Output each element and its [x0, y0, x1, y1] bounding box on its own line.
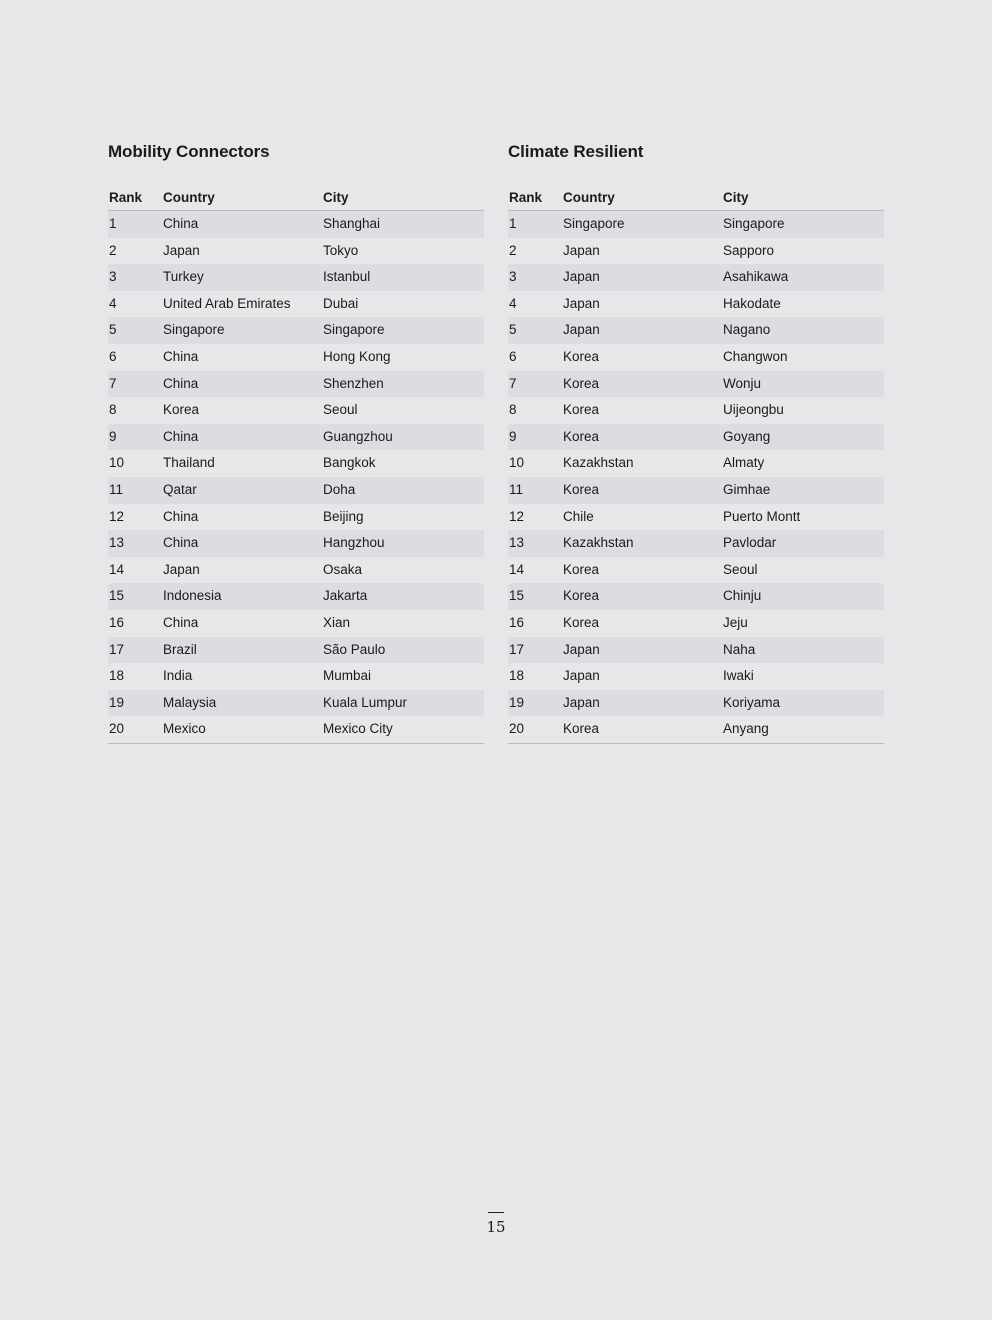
table-row — [108, 291, 484, 318]
table-row — [108, 238, 484, 265]
country-cell: Thailand — [163, 455, 215, 471]
rank-cell: 17 — [509, 641, 525, 657]
country-cell: Turkey — [163, 269, 204, 285]
city-cell: Hong Kong — [323, 348, 391, 364]
rank-cell: 10 — [109, 455, 125, 471]
table-row — [508, 450, 884, 477]
city-cell: Dubai — [323, 295, 359, 311]
section-title: Climate Resilient — [508, 142, 644, 161]
rank-cell: 4 — [509, 295, 517, 311]
country-cell: Japan — [563, 242, 600, 258]
country-cell: Japan — [563, 641, 600, 657]
country-cell: India — [163, 668, 193, 684]
city-cell: Singapore — [723, 216, 785, 231]
rank-cell: 13 — [109, 535, 125, 551]
rank-cell: 9 — [509, 428, 517, 444]
country-cell: Korea — [563, 614, 600, 630]
country-cell: Korea — [163, 402, 200, 418]
rank-cell: 2 — [509, 242, 517, 258]
city-cell: Gimhae — [723, 481, 771, 497]
city-cell: Iwaki — [723, 668, 754, 684]
rank-cell: 14 — [109, 561, 125, 577]
city-cell: Puerto Montt — [723, 508, 801, 524]
country-cell: China — [163, 216, 199, 231]
table-row — [108, 716, 484, 743]
country-cell: Korea — [563, 481, 600, 497]
table-row — [508, 530, 884, 557]
rank-cell: 4 — [109, 295, 117, 311]
country-cell: Malaysia — [163, 694, 217, 710]
country-cell: Korea — [563, 721, 600, 737]
city-cell: Tokyo — [323, 242, 359, 258]
city-cell: Seoul — [723, 561, 758, 577]
rank-cell: 5 — [509, 322, 517, 338]
rank-cell: 9 — [109, 428, 117, 444]
table-row — [108, 344, 484, 371]
city-cell: Bangkok — [323, 455, 376, 471]
rank-cell: 12 — [509, 508, 525, 524]
table-row — [108, 450, 484, 477]
rank-cell: 7 — [109, 375, 117, 391]
city-cell: Guangzhou — [323, 428, 393, 444]
rank-cell: 1 — [109, 216, 117, 231]
city-cell: Anyang — [723, 721, 769, 737]
country-header: Country — [563, 190, 615, 205]
rank-cell: 7 — [509, 375, 517, 391]
city-cell: Jeju — [723, 614, 748, 630]
city-cell: Singapore — [323, 322, 385, 338]
rank-cell: 18 — [109, 668, 125, 684]
city-cell: Nagano — [723, 322, 771, 338]
rank-cell: 6 — [109, 348, 117, 364]
table-header — [508, 191, 884, 211]
city-cell: Beijing — [323, 508, 364, 524]
table-row — [508, 397, 884, 424]
rank-cell: 3 — [509, 269, 517, 285]
city-cell: Pavlodar — [723, 535, 777, 551]
country-cell: Singapore — [163, 322, 225, 338]
city-header: City — [323, 190, 349, 205]
city-cell: Hangzhou — [323, 535, 385, 551]
city-cell: Chinju — [723, 588, 762, 604]
table-row — [108, 610, 484, 637]
rank-cell: 12 — [109, 508, 125, 524]
table-row — [108, 317, 484, 344]
mobility-connectors-section — [108, 142, 484, 744]
country-cell: China — [163, 508, 199, 524]
table-row — [108, 583, 484, 610]
table-header — [108, 191, 484, 211]
country-cell: China — [163, 375, 199, 391]
city-cell: Osaka — [323, 561, 363, 577]
country-cell: Korea — [563, 348, 600, 364]
rank-cell: 19 — [509, 694, 525, 710]
climate-resilient-table — [508, 191, 884, 744]
section-title: Mobility Connectors — [108, 142, 270, 161]
rank-cell: 11 — [109, 481, 124, 497]
table-row — [108, 663, 484, 690]
country-cell: Japan — [563, 269, 600, 285]
country-cell: Japan — [163, 242, 200, 258]
city-cell: Shanghai — [323, 216, 381, 231]
climate-resilient-section — [508, 142, 884, 744]
city-cell: Jakarta — [323, 588, 368, 604]
country-cell: China — [163, 348, 199, 364]
table-row — [508, 477, 884, 504]
country-cell: Indonesia — [163, 588, 222, 604]
rank-cell: 18 — [509, 668, 525, 684]
table-row — [108, 424, 484, 451]
rank-cell: 20 — [509, 721, 525, 737]
city-cell: Mumbai — [323, 668, 372, 684]
country-cell: Chile — [563, 508, 594, 524]
city-cell: Almaty — [723, 455, 765, 471]
table-row — [508, 610, 884, 637]
table-row — [508, 264, 884, 291]
city-cell: Shenzhen — [323, 375, 384, 391]
rank-cell: 2 — [109, 242, 117, 258]
table-row — [508, 291, 884, 318]
country-cell: Mexico — [163, 721, 206, 737]
country-cell: China — [163, 428, 199, 444]
country-cell: China — [163, 535, 199, 551]
table-body — [508, 211, 884, 744]
country-cell: Japan — [563, 322, 600, 338]
rank-cell: 16 — [109, 614, 125, 630]
rank-header: Rank — [509, 190, 543, 205]
table-row — [108, 637, 484, 664]
city-cell: Kuala Lumpur — [323, 694, 408, 710]
country-cell: Brazil — [163, 641, 197, 657]
country-cell: Japan — [563, 668, 600, 684]
table-row — [508, 238, 884, 265]
rank-cell: 19 — [109, 694, 125, 710]
table-row — [108, 211, 484, 238]
country-cell: China — [163, 614, 199, 630]
table-row — [108, 264, 484, 291]
table-row — [108, 504, 484, 531]
rank-cell: 3 — [109, 269, 117, 285]
rank-cell: 13 — [509, 535, 525, 551]
city-cell: Goyang — [723, 428, 771, 444]
table-row — [508, 690, 884, 717]
country-cell: Japan — [563, 694, 600, 710]
rank-cell: 10 — [509, 455, 525, 471]
table-row — [508, 211, 884, 238]
city-cell: Wonju — [723, 375, 762, 391]
rank-cell: 8 — [109, 402, 117, 418]
country-cell: Kazakhstan — [563, 535, 634, 551]
country-cell: Korea — [563, 402, 600, 418]
rank-header: Rank — [109, 190, 143, 205]
city-cell: Seoul — [323, 402, 358, 418]
country-cell: Kazakhstan — [563, 455, 634, 471]
city-cell: Naha — [723, 641, 756, 657]
country-cell: Japan — [163, 561, 200, 577]
rank-cell: 15 — [509, 588, 525, 604]
mobility-connectors-table — [108, 191, 484, 744]
table-row — [508, 716, 884, 743]
city-cell: São Paulo — [323, 641, 386, 657]
table-row — [508, 424, 884, 451]
country-cell: Japan — [563, 295, 600, 311]
country-cell: Korea — [563, 428, 600, 444]
city-cell: Changwon — [723, 348, 788, 364]
rank-cell: 16 — [509, 614, 525, 630]
table-row — [508, 504, 884, 531]
country-cell: United Arab Emirates — [163, 295, 291, 311]
city-cell: Hakodate — [723, 295, 781, 311]
country-cell: Singapore — [563, 216, 625, 231]
city-cell: Xian — [323, 614, 351, 630]
rank-cell: 6 — [509, 348, 517, 364]
table-row — [508, 583, 884, 610]
table-row — [508, 344, 884, 371]
table-row — [108, 397, 484, 424]
table-row — [508, 557, 884, 584]
rank-cell: 8 — [509, 402, 517, 418]
country-cell: Qatar — [163, 481, 197, 497]
table-row — [508, 371, 884, 398]
table-row — [108, 371, 484, 398]
country-header: Country — [163, 190, 215, 205]
country-cell: Korea — [563, 375, 600, 391]
table-row — [508, 317, 884, 344]
page-number — [0, 1212, 992, 1236]
table-row — [108, 557, 484, 584]
rank-cell: 1 — [509, 216, 517, 231]
table-row — [108, 477, 484, 504]
city-cell: Mexico City — [323, 721, 393, 737]
rank-cell: 5 — [109, 322, 117, 338]
city-cell: Uijeongbu — [723, 402, 784, 418]
country-cell: Korea — [563, 561, 600, 577]
city-cell: Koriyama — [723, 694, 781, 710]
rank-cell: 17 — [109, 641, 125, 657]
city-cell: Istanbul — [323, 269, 371, 285]
rank-cell: 15 — [109, 588, 125, 604]
city-header: City — [723, 190, 749, 205]
table-row — [508, 663, 884, 690]
rank-cell: 11 — [509, 481, 524, 497]
city-cell: Sapporo — [723, 242, 775, 258]
rank-cell: 14 — [509, 561, 525, 577]
rank-cell: 20 — [109, 721, 125, 737]
page-number-text: 15 — [486, 1218, 506, 1236]
table-row — [108, 690, 484, 717]
table-row — [108, 530, 484, 557]
country-cell: Korea — [563, 588, 600, 604]
city-cell: Asahikawa — [723, 269, 789, 285]
city-cell: Doha — [323, 481, 356, 497]
table-body — [108, 211, 484, 744]
table-row — [508, 637, 884, 664]
